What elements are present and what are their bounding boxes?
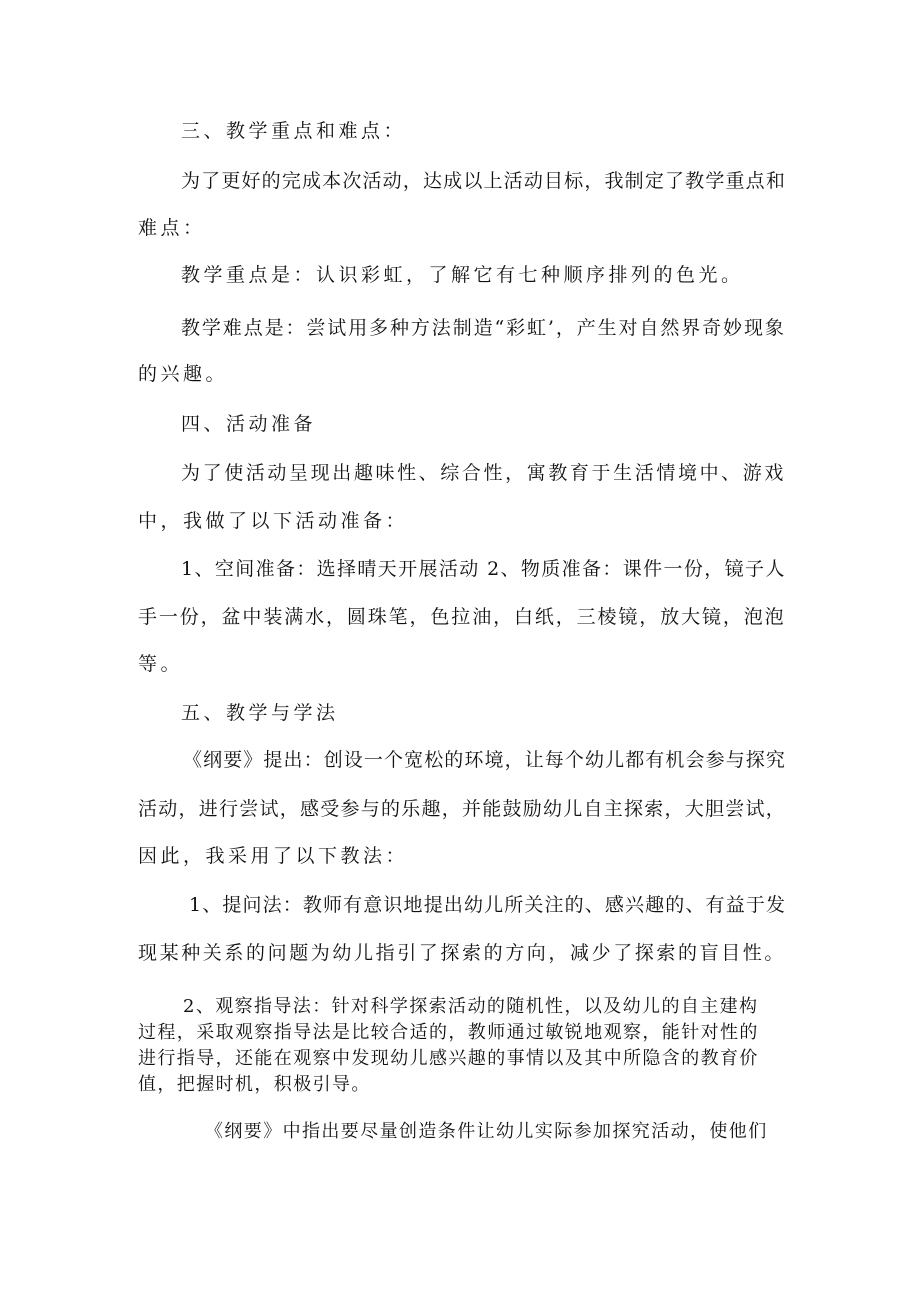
text-line: 现某种关系的问题为幼儿指引了探索的方向，减少了探索的盲目性。 — [138, 942, 787, 964]
text-line: 为了使活动呈现出趣味性、综合性，寓教育于生活情境中、游戏 — [181, 462, 787, 484]
text-line: 《纲要》提出：创设一个宽松的环境，让每个幼儿都有机会参与探究 — [183, 749, 787, 771]
text-line: 进行指导，还能在观察中发现幼儿感兴趣的事情以及其中所隐含的教育价 — [138, 1048, 759, 1069]
text-line: 中，我做了以下活动准备： — [138, 510, 409, 532]
text-line: 活动，进行尝试，感受参与的乐趣，并能鼓励幼儿自主探索，大胆尝试， — [138, 798, 787, 820]
text-line: 五、教学与学法 — [181, 702, 339, 724]
text-line: 教学重点是：认识彩虹，了解它有七种顺序排列的色光。 — [181, 264, 744, 286]
text-line: 难点： — [138, 217, 206, 239]
text-line: 1、空间准备：选择晴天开展活动 2、物质准备：课件一份，镜子人 — [181, 558, 786, 580]
text-line: 四、活动准备 — [181, 413, 317, 435]
text-line: 手一份，盆中装满水，圆珠笔，色拉油，白纸，三棱镜，放大镜，泡泡 — [138, 606, 786, 628]
text-line: 过程，采取观察指导法是比较合适的，教师通过敏锐地观察，能针对性的 — [138, 1022, 759, 1043]
text-line: 的兴趣。 — [138, 363, 229, 385]
text-line: 2、观察指导法：针对科学探索活动的随机性，以及幼儿的自主建构 — [183, 996, 759, 1017]
text-line: 值，把握时机，积极引导。 — [138, 1074, 371, 1095]
text-line: 等。 — [138, 653, 184, 675]
text-line: 教学难点是：尝试用多种方法制造“彩虹’，产生对自然界奇妙现象 — [181, 317, 786, 339]
text-line: 因此，我采用了以下教法： — [138, 845, 409, 867]
text-line: 三、教学重点和难点： — [181, 120, 407, 142]
text-line: 为了更好的完成本次活动，达成以上活动目标，我制定了教学重点和 — [181, 170, 787, 192]
text-line: 《纲要》中指出要尽量创造条件让幼儿实际参加探究活动，使他们 — [205, 1121, 768, 1142]
text-line: 1、提问法：教师有意识地提出幼儿所关注的、感兴趣的、有益于发 — [189, 894, 787, 916]
